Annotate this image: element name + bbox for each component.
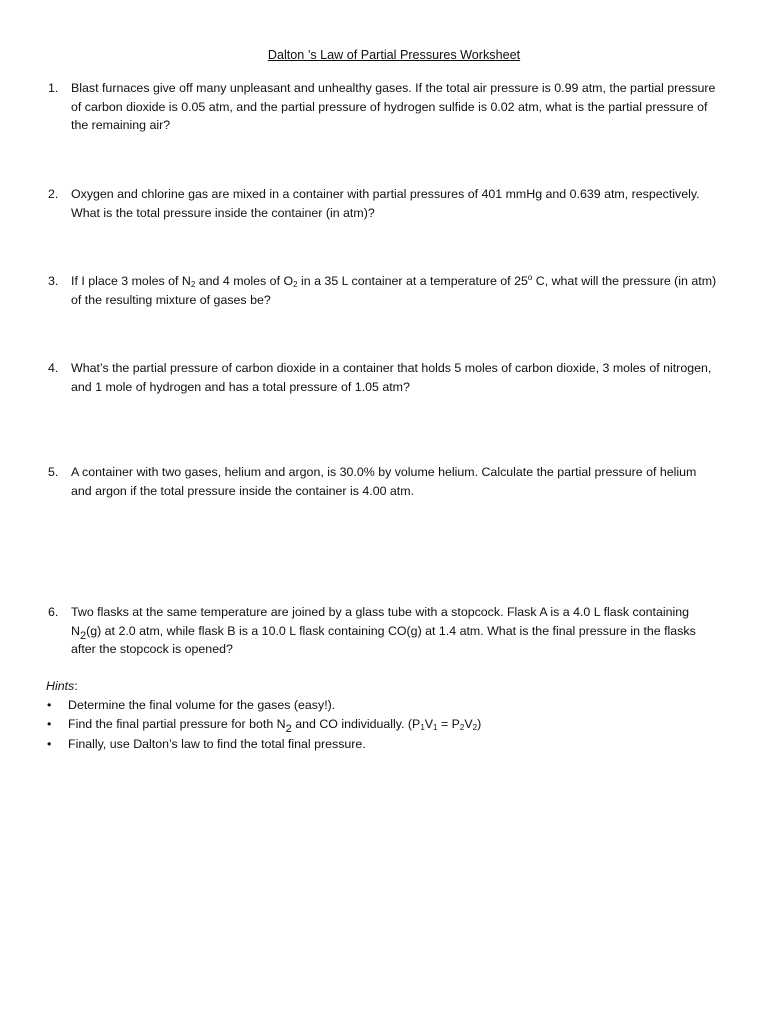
question-number: 1. [48, 81, 59, 95]
hints-section [46, 677, 726, 754]
hints-heading [46, 677, 726, 696]
question-text: What’s the partial pressure of carbon dioxide in a container that holds 5 moles of carbon dioxide, 3 moles of nitrogen, and 1 mole of hydrogen and has a total pressure of 1.05 atm? [71, 361, 712, 394]
question-text-part: C, what will the pressure (in atm) of the resulting mixture of gases be? [71, 274, 717, 307]
subscript: 2 [459, 723, 465, 732]
subscript: 2 [285, 723, 292, 735]
hint-text-part: and CO individually. (P [291, 717, 421, 731]
question-text-part: (g) at 2.0 atm, while flask B is a 10.0 L flask containing CO(g) at 1.4 atm. What is the final pressure in the flasks after the stopcock is opened? [71, 623, 696, 656]
question-text: Blast furnaces give off many unpleasant and unhealthy gases. If the total air pressure is 0.99 atm, the partial pressure of carbon dioxide is 0.05 atm, and the partial pressure of hydrogen sulfide is 0.02 atm, what is the partial pressure of the remaining air? [71, 81, 716, 132]
question-number: 6. [48, 605, 59, 619]
question-number: 5. [48, 465, 59, 479]
question-1 [46, 79, 718, 135]
bullet-icon: • [47, 736, 52, 751]
hints-colon: : [74, 679, 78, 693]
question-text-line: Two flasks at the same temperature are joined by a glass tube with a stopcock. Flask A is a 4.0 L flask containing [71, 605, 690, 619]
subscript: 2 [293, 280, 298, 289]
hint-text [68, 717, 482, 735]
question-6 [46, 603, 718, 659]
bullet-icon: • [47, 717, 52, 731]
question-3 [46, 272, 718, 309]
question-text-line [71, 622, 718, 659]
question-5 [46, 463, 718, 500]
question-number: 3. [48, 274, 59, 288]
question-text-part: N [71, 623, 80, 638]
question-text: A container with two gases, helium and argon, is 30.0% by volume helium. Calculate the partial pressure of helium and argon if the total pressure inside the container is 4.00 atm. [71, 465, 697, 498]
hints-list [46, 696, 726, 754]
question-2 [46, 185, 718, 222]
question-4 [46, 359, 718, 396]
hint-item [46, 715, 726, 734]
question-text-part: and 4 moles of O [195, 274, 294, 288]
hint-text: Determine the final volume for the gases (easy!). [68, 697, 336, 712]
question-text: Oxygen and chlorine gas are mixed in a container with partial pressures of 401 mmHg and 0.639 atm, respectively. What is the total pressure inside the container (in atm)? [71, 187, 700, 220]
subscript: 2 [472, 723, 478, 732]
question-text [71, 272, 718, 309]
bullet-icon: • [47, 697, 52, 712]
hints-label: Hints [46, 679, 75, 693]
question-number: 4. [48, 361, 59, 375]
hint-text-part: Find the final partial pressure for both N [68, 717, 286, 731]
hint-text: Finally, use Dalton’s law to find the total final pressure. [68, 736, 366, 751]
hint-item [46, 735, 726, 754]
degree-superscript: o [527, 273, 533, 282]
hint-text-part: V [464, 717, 473, 731]
subscript: 1 [433, 723, 438, 732]
question-text [71, 603, 718, 659]
subscript: 2 [79, 629, 87, 642]
question-number: 2. [48, 187, 59, 201]
question-text-part: If I place 3 moles of N [71, 274, 191, 288]
hint-text-part: = P [437, 717, 460, 731]
question-text-part: in a 35 L container at a temperature of 25 [297, 274, 528, 288]
hint-text-part: ) [477, 717, 482, 731]
subscript: 2 [190, 280, 196, 289]
hint-item [46, 696, 726, 715]
subscript: 1 [420, 723, 425, 732]
worksheet-title-text: Dalton ’s Law of Partial Pressures Worksheet [267, 48, 521, 62]
worksheet-title [0, 46, 768, 65]
hint-text-part: V [424, 717, 434, 731]
